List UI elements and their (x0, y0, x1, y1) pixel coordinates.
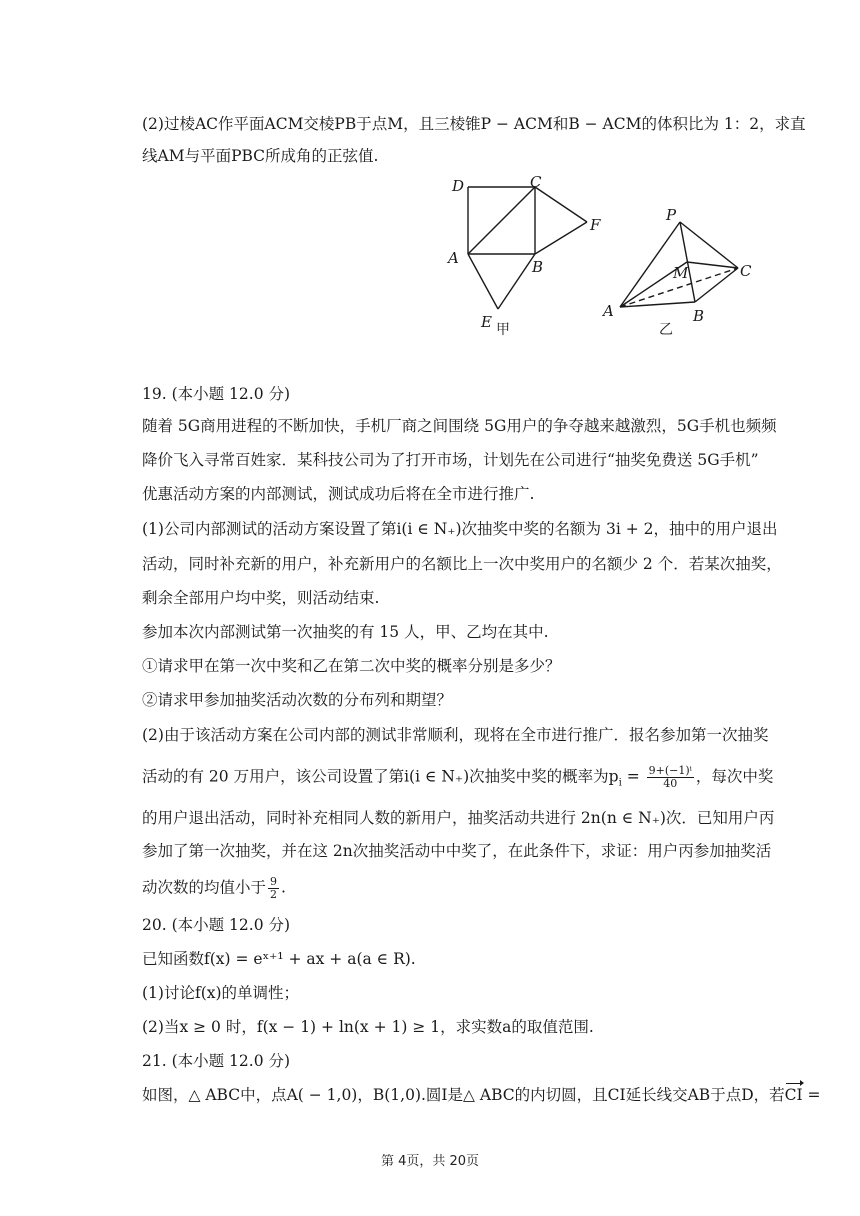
label-A: A (448, 249, 459, 267)
caption-yi: 乙 (659, 322, 673, 338)
figure-jia (440, 170, 610, 345)
probability-fraction: $\frac{\text{9+(−1)ⁱ}}{40}$ (648, 764, 692, 790)
q19-paragraph: (2)由于该活动方案在公司内部的测试非常顺利，现将在全市进行推广．报名参加第一次抽奖 (142, 726, 769, 744)
q19-mean-line: 动次数的均值小于 $\frac{9}{2}$ . (142, 875, 286, 901)
vector-CI: CI (784, 1086, 803, 1104)
label-C2: C (740, 262, 752, 280)
q20-paragraph: (1)讨论f(x)的单调性； (142, 984, 300, 1002)
label-A2: A (603, 302, 614, 320)
label-B2: B (693, 307, 705, 325)
q19-paragraph: 参加了第一次抽奖，并在这 2n次抽奖活动中中奖了，在此条件下，求证：用户丙参加抽奖活 (142, 842, 772, 860)
q19-paragraph: ①请求甲在第一次中奖和乙在第二次中奖的概率分别是多少？ (142, 657, 561, 675)
caption-jia: 甲 (496, 322, 510, 338)
q19-paragraph: 参加本次内部测试第一次抽奖的有 15 人，甲、乙均在其中. (142, 623, 549, 641)
figure-yi (595, 200, 765, 340)
q19-paragraph: 剩余全部用户均中奖，则活动结束. (142, 589, 380, 607)
label-F: F (590, 216, 601, 234)
q19-probability-line: 活动的有 20 万用户，该公司设置了第i(i ∈ N₊)次抽奖中奖的概率为$p_i$ = $\frac{\text{9+(−1)ⁱ}}{40}$ ，每次中奖 (142, 764, 774, 790)
label-E: E (481, 313, 492, 331)
page-footer: 第 4页，共 20页 (380, 1154, 480, 1169)
label-B: B (532, 258, 544, 276)
q19-paragraph: ②请求甲参加抽奖活动次数的分布列和期望？ (142, 691, 453, 709)
q19-header: 19. (本小题 12.0 分) (142, 385, 291, 403)
q19-paragraph: 降价飞入寻常百姓家．某科技公司为了打开市场，计划先在公司进行“抽奖免费送 5G手机” (142, 451, 759, 469)
q18-part2-line1: (2)过棱AC作平面ACM交棱PB于点M，且三棱锥P − ACM和B − ACM的体积比为 1：2，求直 (142, 115, 806, 133)
q21-paragraph: 如图，△ ABC中，点A( − 1,0)，B(1,0).圆I是△ ABC的内切圆，且CI延长线交AB于点D，若CI = (142, 1086, 821, 1104)
q19-paragraph: 优惠活动方案的内部测试，测试成功后将在全市进行推广. (142, 485, 535, 503)
q19-paragraph: 随着 5G商用进程的不断加快，手机厂商之间围绕 5G用户的争夺越来越激烈，5G手机也频频 (142, 417, 777, 435)
label-C: C (530, 173, 542, 191)
mean-fraction: $\frac{9}{2}$ (270, 875, 278, 901)
label-P: P (666, 206, 677, 224)
q20-paragraph: 已知函数f(x) = eˣ⁺¹ + ax + a(a ∈ R). (142, 950, 416, 968)
q19-paragraph: (1)公司内部测试的活动方案设置了第i(i ∈ N₊)次抽奖中奖的名额为 3i + 2，抽中的用户退出 (142, 520, 778, 538)
q20-paragraph: (2)当x ≥ 0 时，f(x − 1) + ln(x + 1) ≥ 1，求实数a的取值范围. (142, 1018, 594, 1036)
label-M: M (673, 264, 689, 282)
q19-paragraph: 的用户退出活动，同时补充相同人数的新用户，抽奖活动共进行 2n(n ∈ N₊)次．已知用户丙 (142, 809, 775, 827)
q21-header: 21. (本小题 12.0 分) (142, 1052, 291, 1070)
label-D: D (452, 177, 465, 195)
q20-header: 20. (本小题 12.0 分) (142, 916, 291, 934)
q18-part2-line2: 线AM与平面PBC所成角的正弦值. (142, 147, 379, 165)
q19-paragraph: 活动，同时补充新的用户，补充新用户的名额比上一次中奖用户的名额少 2 个．若某次抽奖， (142, 555, 782, 573)
